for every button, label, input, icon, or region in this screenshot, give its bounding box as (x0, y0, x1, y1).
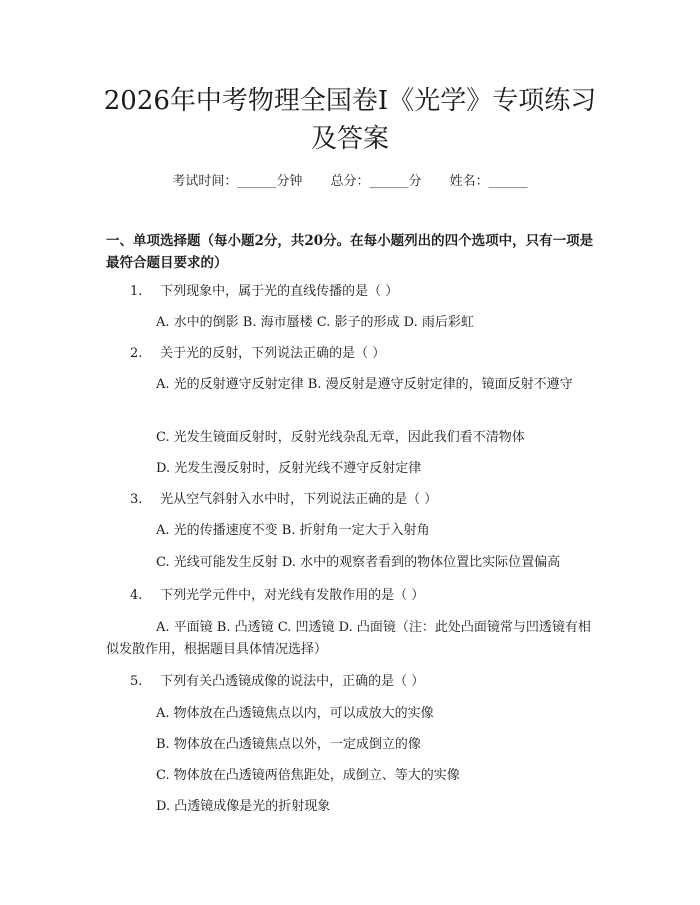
question-number: 3. (130, 492, 143, 507)
question-3 (130, 489, 437, 511)
total-score: 总分：______分 (330, 174, 422, 189)
question-2-option-ab: A. 光的反射遵守反射定律 B. 漫反射是遵守反射定律的，镜面反射不遵守 (156, 377, 573, 392)
question-number: 5. (130, 674, 143, 689)
student-name: 姓名：______ (449, 174, 528, 189)
question-stem: 光从空气斜射入水中时，下列说法正确的是（ ） (160, 492, 438, 507)
question-5-option-a: A. 物体放在凸透镜焦点以内，可以成放大的实像 (156, 706, 434, 721)
question-2-option-c: C. 光发生镜面反射时，反射光线杂乱无章，因此我们看不清物体 (156, 430, 525, 445)
question-3-option-ab: A. 光的传播速度不变 B. 折射角一定大于入射角 (156, 523, 430, 538)
question-4 (130, 585, 424, 607)
question-5 (130, 671, 424, 693)
question-5-option-d: D. 凸透镜成像是光的折射现象 (156, 799, 331, 814)
section-heading: 一、单项选择题（每小题2分，共20分。在每小题列出的四个选项中，只有一项是最符合题目要求的） (106, 233, 594, 271)
question-1 (130, 281, 398, 303)
exam-time: 考试时间：______分钟 (172, 174, 303, 189)
question-5-option-b: B. 物体放在凸透镜焦点以外，一定成倒立的像 (156, 737, 421, 752)
question-3-option-cd: C. 光线可能发生反射 D. 水中的观察者看到的物体位置比实际位置偏高 (156, 555, 561, 570)
title-line-2: 及答案 (310, 124, 389, 154)
question-number: 2. (130, 346, 143, 361)
question-2-option-d: D. 光发生漫反射时，反射光线不遵守反射定律 (156, 461, 422, 476)
question-stem: 关于光的反射，下列说法正确的是（ ） (160, 346, 386, 361)
question-1-options: A. 水中的倒影 B. 海市蜃楼 C. 影子的形成 D. 雨后彩虹 (156, 315, 474, 330)
title-line-1: 2026年中考物理全国卷Ⅰ《光学》专项练习 (103, 86, 597, 116)
question-number: 4. (130, 588, 143, 603)
question-2 (130, 343, 385, 365)
question-stem: 下列有关凸透镜成像的说法中，正确的是（ ） (160, 674, 425, 689)
question-4-options: A. 平面镜 B. 凸透镜 C. 凹透镜 D. 凸面镜（注：此处凸面镜常与凹透镜有相似发散作用，根据题目具体情况选择） (106, 620, 591, 657)
question-stem: 下列光学元件中，对光线有发散作用的是（ ） (160, 588, 425, 603)
page-title (60, 82, 640, 158)
question-stem: 下列现象中，属于光的直线传播的是（ ） (160, 284, 399, 299)
question-number: 1. (130, 284, 143, 299)
question-5-option-c: C. 物体放在凸透镜两倍焦距处，成倒立、等大的实像 (156, 768, 460, 783)
exam-meta (0, 170, 700, 189)
